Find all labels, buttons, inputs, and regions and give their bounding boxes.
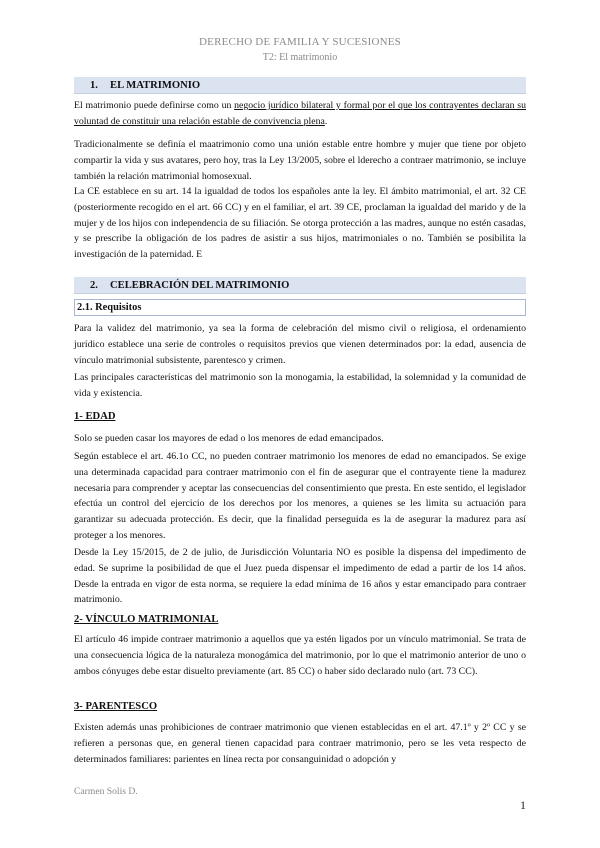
paragraph-edad-3: Desde la Ley 15/2015, de 2 de julio, de Jurisdicción Voluntaria NO es posible la dispensa del impedimento de edad. Se suprime la posibilidad de que el Juez pueda dispensar el impedimento de edad a partir de los 14 años. Desde la entrada en vigor de esta norma, se requiere la edad mínima de 16 años y estar emancipado para contraer matrimonio. (74, 547, 526, 606)
paragraph-definicion (74, 98, 526, 130)
section-number: 2. (90, 280, 98, 291)
paragraph-tradicional: Tradicionalmente se definía el maatrimonio como una unión estable entre hombre y mujer que tiene por objeto compartir la vida y sus avatares, pero hoy, tras la Ley 13/2005, sobre el lderecho a contraer matrimonio, se incluye también la relación matrimonial homosexual. (74, 139, 526, 182)
text-run: El matrimonio puede definirse como un (74, 100, 235, 111)
paragraph-vinculo: El artículo 46 impide contraer matrimonio a aquellos que ya estén ligados por un vínculo matrimonial. Se trata de una consecuencia lógica de la naturaleza monogámica del matrimonio, por lo que el matrimonio anterior de uno o ambos cónyuges debe estar disuelto previamente (art. 85 CC) o haber sido declarado nulo (art. 73 CC). (74, 634, 526, 677)
subsection-heading-requisitos: 2.1. Requisitos (74, 299, 526, 316)
subheading-vinculo: 2- VÍNCULO MATRIMONIAL (74, 614, 219, 625)
paragraph-edad-2: Según establece el art. 46.1o CC, no pueden contraer matrimonio los menores de edad no emancipados. Se exige una determinada capacidad para contraer matrimonio con el fin de asegurar que el contrayente tiene la madurez necesaria para comprender y aceptar las consecuencias del consentimiento que presta. En este sentido, el legislador efectúa un control del ejercicio de los derechos por los menores, a quienes se les limita su actuación para garantizar su adecuada protección. Es decir, que la finalidad perseguida es la de asegurar la madurez para así proteger a los menores. (74, 451, 526, 541)
paragraph-constitucion: La CE establece en su art. 14 la igualdad de todos los españoles ante la ley. El ámbito matrimonial, el art. 32 CE (posteriormente recogido en el art. 66 CC) y en el familiar, el art. 39 CE, proclaman la igualdad del marido y de la mujer y de los hijos con independencia de su filiación. Se otorga protección a las madres, aunque no estén casadas, y se prescribe la obligación de los padres de asistir a sus hijos, matrimoniales o no. También se posibilita la investigación de la paternidad. E (74, 186, 526, 261)
footer-author: Carmen Solis D. (74, 786, 138, 797)
page-number: 1 (520, 798, 526, 812)
section-heading-matrimonio (74, 77, 526, 94)
document-header-subtitle: T2: El matrimonio (262, 52, 338, 63)
section-number: 1. (90, 80, 98, 91)
paragraph-caracteristicas: Las principales características del matrimonio son la monogamia, la estabilidad, la solemnidad y la comunidad de vida y existencia. (74, 372, 526, 399)
paragraph-parentesco: Existen además unas prohibiciones de contraer matrimonio que vienen establecidas en el art. 47.1º y 2º CC y se refieren a personas que, en general tienen capacidad para contraer matrimonio, pero se les veta respecto de determinados familiares: parientes en línea recta por consanguinidad o adopción y (74, 722, 526, 765)
section-title: CELEBRACIÓN DEL MATRIMONIO (110, 280, 290, 291)
section-heading-celebracion (74, 277, 526, 294)
subheading-edad: 1- EDAD (74, 411, 116, 422)
section-title: EL MATRIMONIO (110, 80, 201, 91)
document-header-title: DERECHO DE FAMILIA Y SUCESIONES (199, 36, 401, 48)
underlined-definition: negocio jurídico bilateral y formal por el que los contrayentes declaran su voluntad de constituir una relación estable de convivencia plena (74, 100, 527, 127)
paragraph-requisitos: Para la validez del matrimonio, ya sea la forma de celebración del mismo civil o religiosa, el ordenamiento jurídico establece una serie de controles o requisitos previos que vienen determinados por: la edad, ausencia de vínculo matrimonial subsistente, parentesco y crimen. (74, 323, 526, 366)
paragraph-edad-1: Solo se pueden casar los mayores de edad o los menores de edad emancipados. (74, 433, 384, 444)
text-run: . (324, 115, 328, 127)
subheading-parentesco: 3- PARENTESCO (74, 701, 158, 712)
